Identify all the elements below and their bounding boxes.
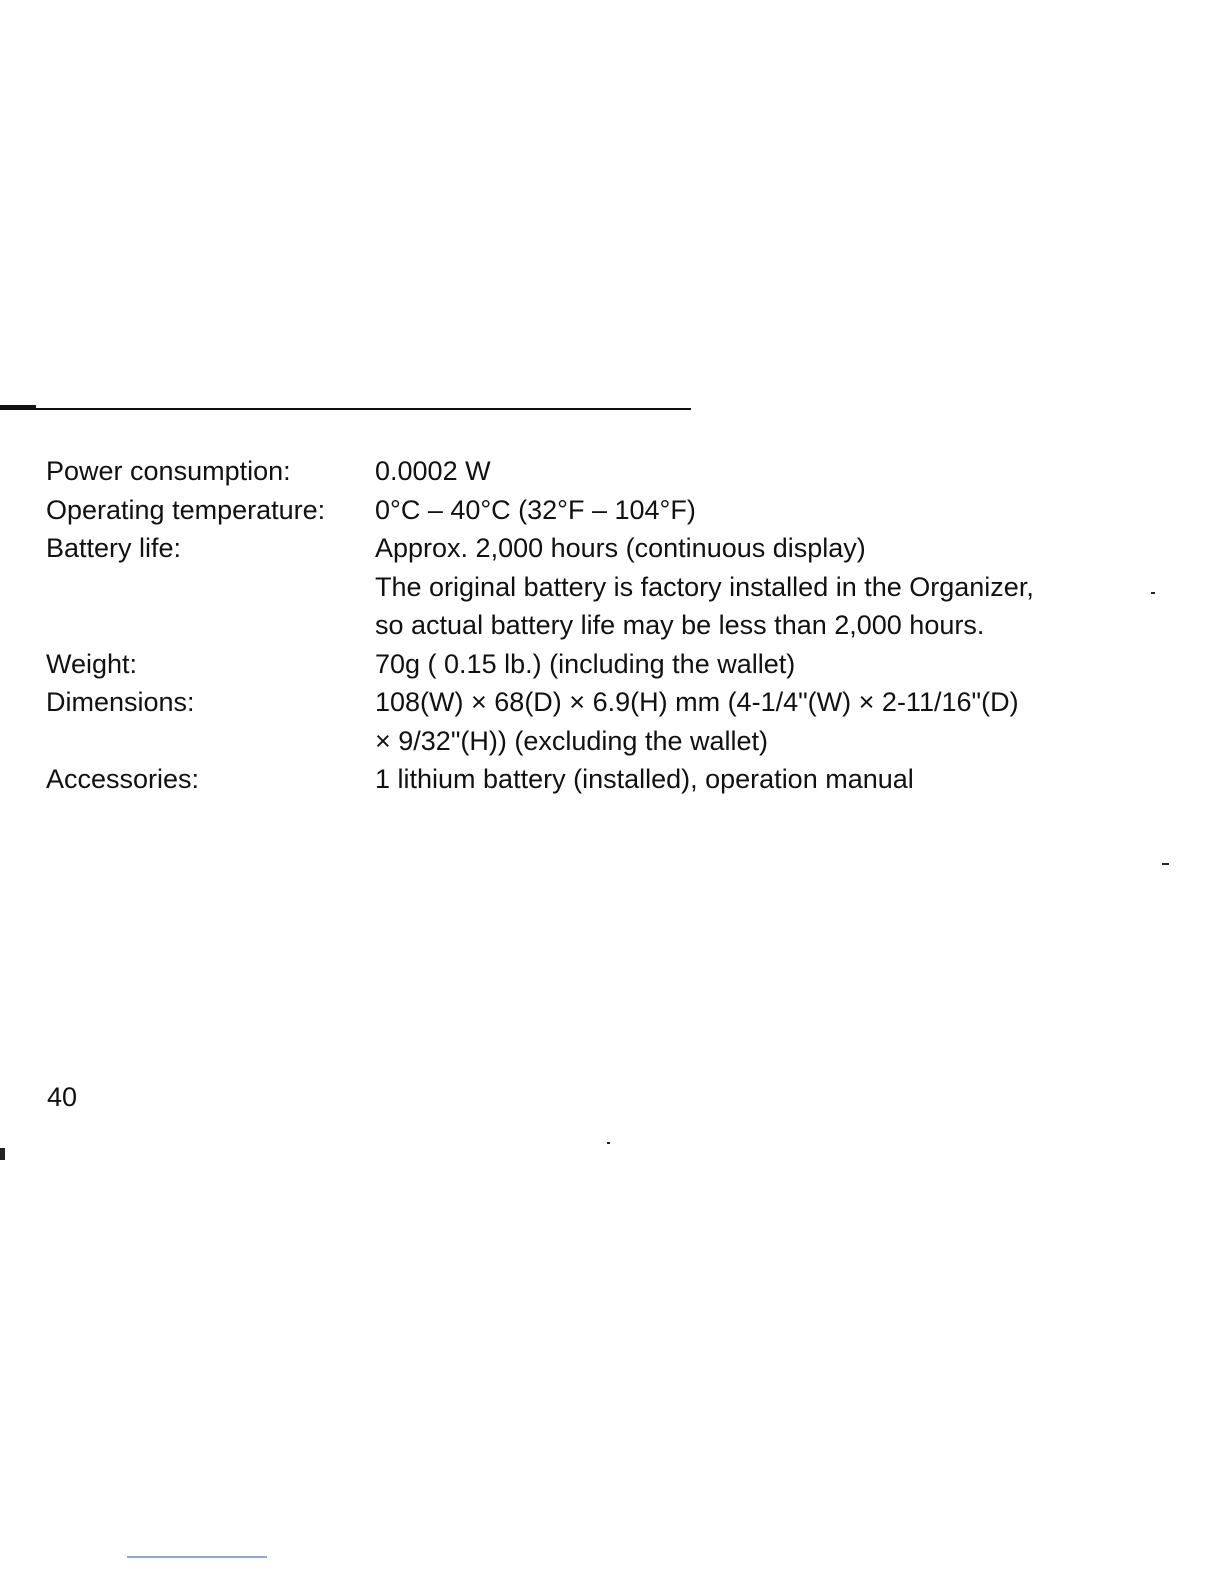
spec-label: Power consumption: <box>46 456 291 486</box>
specifications-table <box>46 452 1106 799</box>
scan-speck <box>607 1142 610 1144</box>
spec-row-weight <box>46 645 1106 684</box>
spec-value: × 9/32"(H)) (excluding the wallet) <box>375 725 769 756</box>
spec-value-group <box>375 645 1106 684</box>
spec-value: so actual battery life may be less than 2,000 hours. <box>375 610 985 640</box>
spec-value-group <box>375 491 1106 530</box>
spec-label: Accessories: <box>46 764 200 794</box>
spec-value: The original battery is factory installed in the Organizer, <box>375 571 1034 602</box>
spec-label: Weight: <box>46 648 138 679</box>
spec-label: Operating temperature: <box>46 494 326 525</box>
spec-value-group <box>375 452 1106 491</box>
spec-value-group <box>375 683 1106 760</box>
header-rule <box>0 408 691 410</box>
spec-value-group <box>375 529 1106 645</box>
scan-speck <box>1151 592 1155 594</box>
spec-value: 108(W) × 68(D) × 6.9(H) mm (4-1/4"(W) × 2-11/16"(D) <box>375 687 1019 717</box>
spec-row-power <box>46 452 1106 491</box>
spec-row-temperature <box>46 491 1106 530</box>
spec-value: 70g ( 0.15 lb.) (including the wallet) <box>375 648 796 679</box>
spec-value: 0.0002 W <box>375 456 491 486</box>
scan-speck <box>1162 863 1169 865</box>
spec-value: 0°C – 40°C (32°F – 104°F) <box>375 494 696 525</box>
page-number: 40 <box>47 1082 78 1112</box>
spec-label: Dimensions: <box>46 687 195 717</box>
spec-value-group <box>375 760 1106 799</box>
spec-row-accessories <box>46 760 1106 799</box>
bottom-underline <box>127 1556 267 1558</box>
spec-row-dimensions <box>46 683 1106 760</box>
scan-speck <box>0 1148 5 1160</box>
spec-label: Battery life: <box>46 533 182 563</box>
spec-value: 1 lithium battery (installed), operation manual <box>375 764 914 794</box>
spec-value: Approx. 2,000 hours (continuous display) <box>375 533 866 563</box>
spec-row-battery-life <box>46 529 1106 645</box>
